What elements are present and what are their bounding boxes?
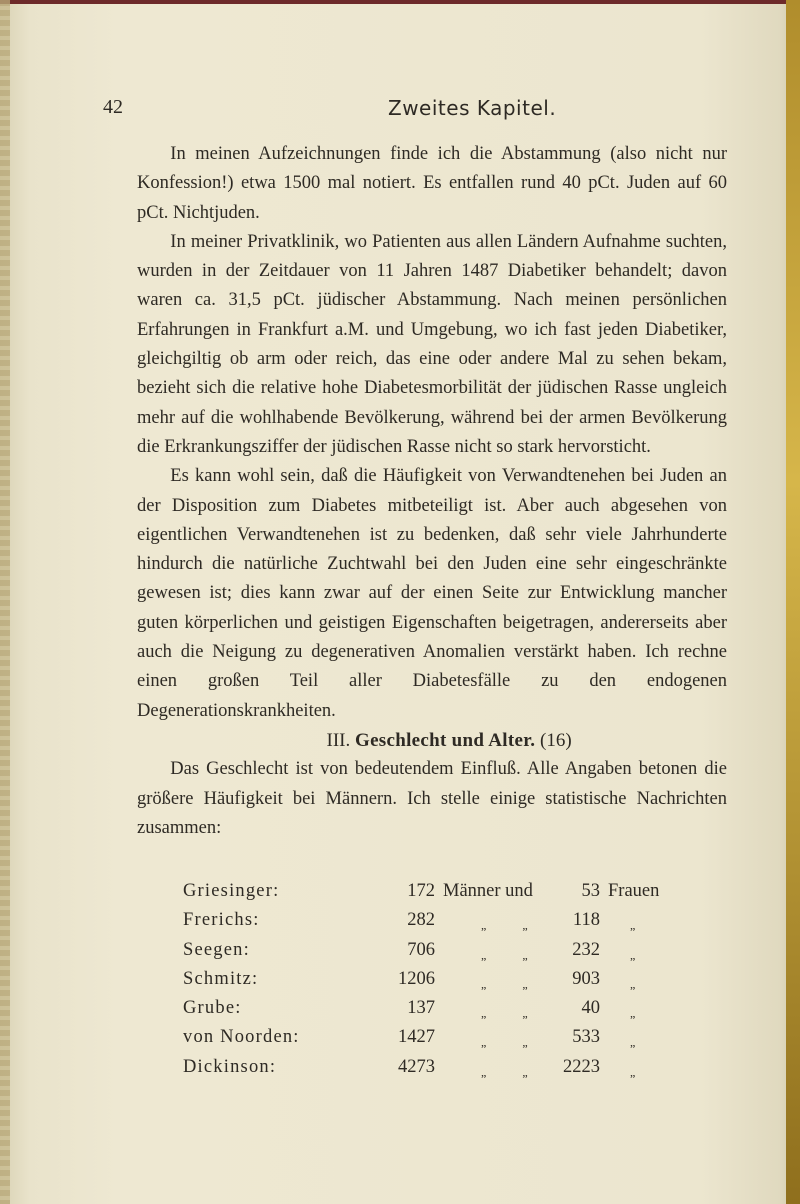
author-name: von Noorden:: [183, 1027, 300, 1048]
women-count: 53: [581, 881, 600, 901]
ditto-mark: „: [481, 918, 487, 933]
ditto-mark: „: [630, 1006, 636, 1021]
women-count: 903: [572, 968, 600, 989]
author-name: Grube:: [183, 998, 242, 1019]
women-count: 40: [581, 998, 600, 1019]
women-label: [600, 1053, 730, 1082]
stat-row: [183, 936, 743, 965]
men-count: 137: [407, 998, 435, 1019]
women-count: 118: [572, 910, 600, 931]
stat-row: [183, 906, 743, 935]
page-number: 42: [103, 96, 123, 118]
binding-spine: [0, 0, 10, 1204]
stat-row: [183, 877, 743, 906]
page-top-edge: [0, 0, 800, 4]
paragraph: Es kann wohl sein, daß die Häufigkeit von Verwandtenehen bei Juden an der Disposition zum Diabetes mitbeteiligt ist. Aber auch abgesehen von eigentlichen Verwandtenehen ist zu bedenken, daß sehr viele Jahrhunderte hindurch die natürliche Zuchtwahl bei den Juden eine sehr eingeschränkte gewesen ist; dies kann zwar auf der einen Seite zur Entwicklung mancher guten körperlichen und geistigen Eigenschaften beigetragen, andererseits aber auch die Neigung zu degenerativen Anomalien verstärkt haben. Ich rechne einen großen Teil aller Diabetesfälle zu den endogenen Degenerationskrankheiten.: [137, 466, 727, 721]
women-label: [600, 965, 730, 994]
ditto-mark: „: [522, 1006, 528, 1021]
author-name: Griesinger:: [183, 881, 280, 901]
page-header: [0, 96, 800, 126]
paragraph: In meiner Privatklinik, wo Patienten aus allen Ländern Aufnahme suchten, wurden in der Zeitdauer von 11 Jahren 1487 Diabetiker behandelt; davon waren ca. 31,5 pCt. jüdischer Abstammung. Nach meinen persönlichen Erfahrungen in Frankfurt a.M. und Umgebung, wo ich fast jeden Diabetiker, gleichgiltig ob arm oder reich, das eine oder andere Mal zu sehen bekam, bezieht sich die relative hohe Diabetesmorbilität der jüdischen Rasse ungleich mehr auf die wohlhabende Bevölkerung, während bei der armen Bevölkerung die Erkrankungsziffer der jüdischen Rasse nicht so stark hervorsticht.: [137, 231, 727, 457]
statistics-list: [183, 877, 743, 1082]
ditto-group: [435, 906, 538, 935]
women-label: [600, 1023, 730, 1052]
stat-row: [183, 994, 743, 1023]
page-gilt-edge: [786, 0, 800, 1204]
section-heading: [137, 726, 727, 755]
section-title: Geschlecht und Alter.: [354, 729, 536, 751]
ditto-mark: „: [522, 976, 528, 991]
men-count: 4273: [398, 1056, 435, 1077]
ditto-group: [435, 1023, 538, 1052]
ditto-mark: „: [481, 976, 487, 991]
stat-row: [183, 1023, 743, 1052]
ditto-mark: „: [481, 1006, 487, 1021]
ditto-group: [435, 1053, 538, 1082]
ditto-group: [435, 965, 538, 994]
men-count: 172: [407, 881, 435, 901]
women-label: Frauen: [608, 881, 660, 901]
ditto-mark: „: [630, 976, 636, 991]
author-name: Frerichs:: [183, 910, 260, 931]
women-count: 232: [572, 939, 600, 960]
men-and-label: Männer und: [443, 881, 533, 901]
ditto-group: [435, 994, 538, 1023]
ditto-mark: „: [522, 918, 528, 933]
men-count: 1206: [398, 968, 435, 989]
women-label: [600, 994, 730, 1023]
author-name: Dickinson:: [183, 1056, 277, 1077]
ditto-group: [435, 936, 538, 965]
women-label: [600, 906, 730, 935]
ditto-mark: „: [630, 947, 636, 962]
body-text: [137, 140, 727, 843]
ditto-mark: „: [522, 1064, 528, 1079]
women-label: [600, 936, 730, 965]
men-count: 706: [407, 939, 435, 960]
section-number: III.: [326, 729, 351, 751]
paragraph: In meinen Aufzeichnungen finde ich die Abstammung (also nicht nur Konfession!) etwa 1500 mal notiert. Es entfallen rund 40 pCt. Juden auf 60 pCt. Nichtjuden.: [137, 144, 727, 223]
ditto-mark: „: [630, 1035, 636, 1050]
ditto-mark: „: [630, 918, 636, 933]
author-name: Seegen:: [183, 939, 250, 960]
running-head: Zweites Kapitel.: [388, 96, 557, 120]
men-count: 1427: [398, 1027, 435, 1048]
ditto-mark: „: [522, 947, 528, 962]
ditto-mark: „: [481, 1035, 487, 1050]
women-count: 2223: [563, 1056, 600, 1077]
ditto-mark: „: [522, 1035, 528, 1050]
ditto-mark: „: [481, 947, 487, 962]
ditto-mark: „: [630, 1064, 636, 1079]
women-count: 533: [572, 1027, 600, 1048]
author-name: Schmitz:: [183, 968, 259, 989]
paragraph: Das Geschlecht ist von bedeutendem Einfluß. Alle Angaben betonen die größere Häufigkeit bei Männern. Ich stelle einige statistische Nachrichten zusammen:: [137, 759, 727, 838]
section-ref: (16): [540, 729, 572, 751]
stat-row: [183, 1053, 743, 1082]
ditto-mark: „: [481, 1064, 487, 1079]
men-count: 282: [407, 910, 435, 931]
stat-row: [183, 965, 743, 994]
